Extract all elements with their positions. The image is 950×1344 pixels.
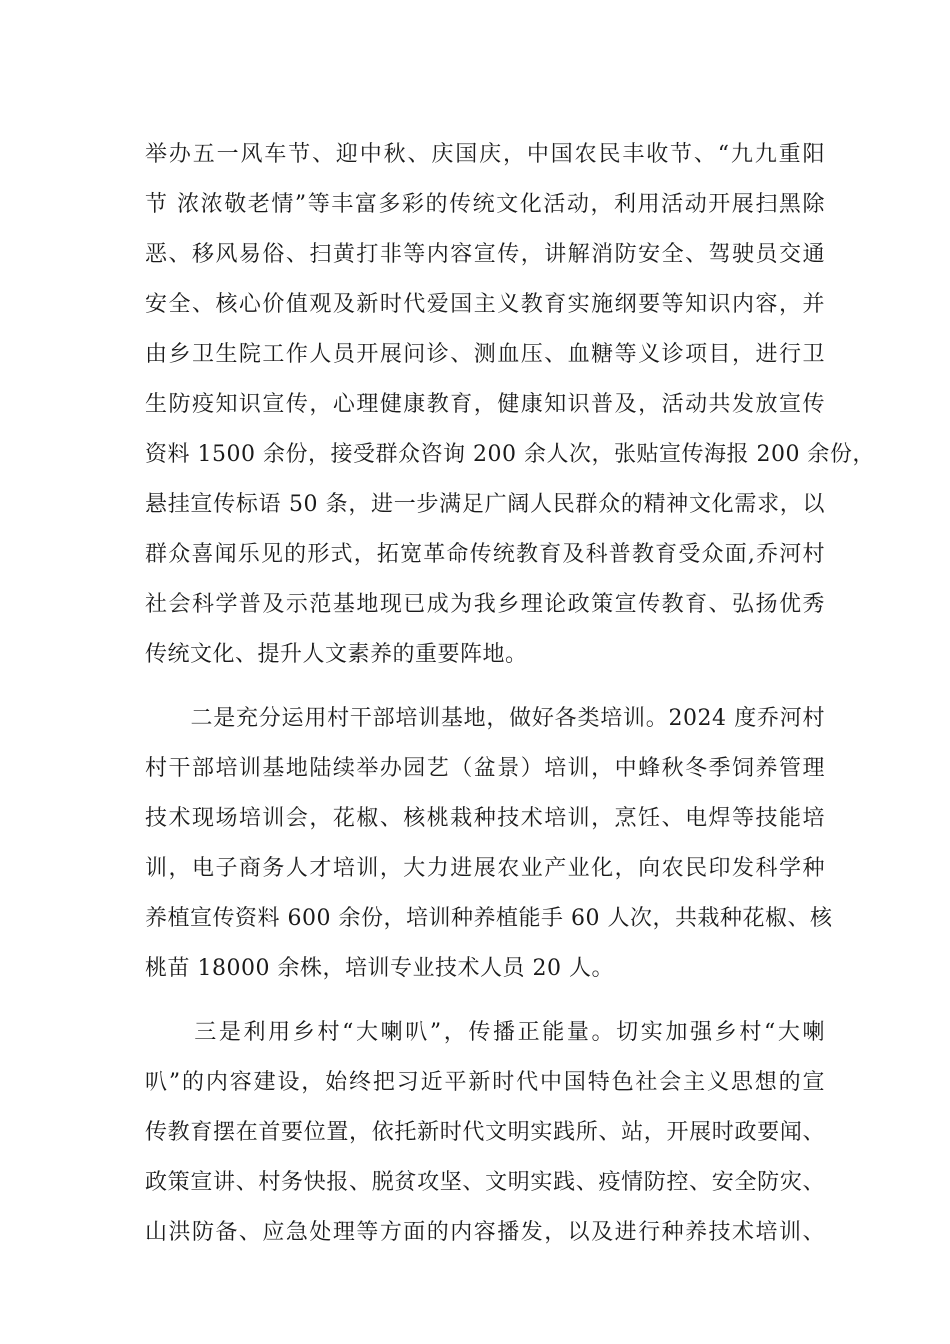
text-line: 悬挂宣传标语 50 条，进一步满足广阔人民群众的精神文化需求，以 — [145, 492, 825, 517]
text-line: 群众喜闻乐见的形式，拓宽革命传统教育及科普教育受众面,乔河村 — [145, 542, 825, 567]
text-line: 资料 1500 余份，接受群众咨询 200 余人次，张贴宣传海报 200 余份， — [145, 442, 875, 467]
paragraph-gap — [145, 680, 825, 694]
text-line: 三是利用乡村“大喇叭”，传播正能量。切实加强乡村“大喇 — [145, 1020, 825, 1045]
text-line: 生防疫知识宣传，心理健康教育，健康知识普及，活动共发放宣传 — [145, 392, 825, 417]
text-line: 养植宣传资料 600 余份，培训种养植能手 60 人次，共栽种花椒、核 — [145, 906, 833, 931]
text-line: 训，电子商务人才培训，大力进展农业产业化，向农民印发科学种 — [145, 856, 825, 881]
text-line: 二是充分运用村干部培训基地，做好各类培训。2024 度乔河村 — [145, 706, 825, 731]
paragraph-training — [145, 694, 833, 994]
text-line: 传教育摆在首要位置，依托新时代文明实践所、站，开展时政要闻、 — [145, 1120, 825, 1145]
text-line: 社会科学普及示范基地现已成为我乡理论政策宣传教育、弘扬优秀 — [145, 592, 825, 617]
text-line: 由乡卫生院工作人员开展问诊、测血压、血糖等义诊项目，进行卫 — [145, 342, 825, 367]
text-line: 节 浓浓敬老情”等丰富多彩的传统文化活动，利用活动开展扫黑除 — [145, 192, 825, 217]
text-line: 山洪防备、应急处理等方面的内容播发，以及进行种养技术培训、 — [145, 1220, 825, 1245]
document-page — [145, 130, 875, 1258]
text-line: 传统文化、提升人文素养的重要阵地。 — [145, 642, 528, 667]
paragraph-gap — [145, 994, 825, 1008]
text-line: 举办五一风车节、迎中秋、庆国庆，中国农民丰收节、“九九重阳 — [145, 142, 825, 167]
paragraph-broadcast — [145, 1008, 825, 1258]
text-line: 桃苗 18000 余株，培训专业技术人员 20 人。 — [145, 956, 614, 981]
text-line: 技术现场培训会，花椒、核桃栽种技术培训，烹饪、电焊等技能培 — [145, 806, 825, 831]
paragraph-activities — [145, 130, 875, 680]
text-line: 安全、核心价值观及新时代爱国主义教育实施纲要等知识内容，并 — [145, 292, 825, 317]
text-line: 恶、移风易俗、扫黄打非等内容宣传，讲解消防安全、驾驶员交通 — [145, 242, 825, 267]
text-line: 村干部培训基地陆续举办园艺（盆景）培训，中蜂秋冬季饲养管理 — [145, 756, 825, 781]
text-line: 叭”的内容建设，始终把习近平新时代中国特色社会主义思想的宣 — [145, 1070, 825, 1095]
text-line: 政策宣讲、村务快报、脱贫攻坚、文明实践、疫情防控、安全防灾、 — [145, 1170, 825, 1195]
